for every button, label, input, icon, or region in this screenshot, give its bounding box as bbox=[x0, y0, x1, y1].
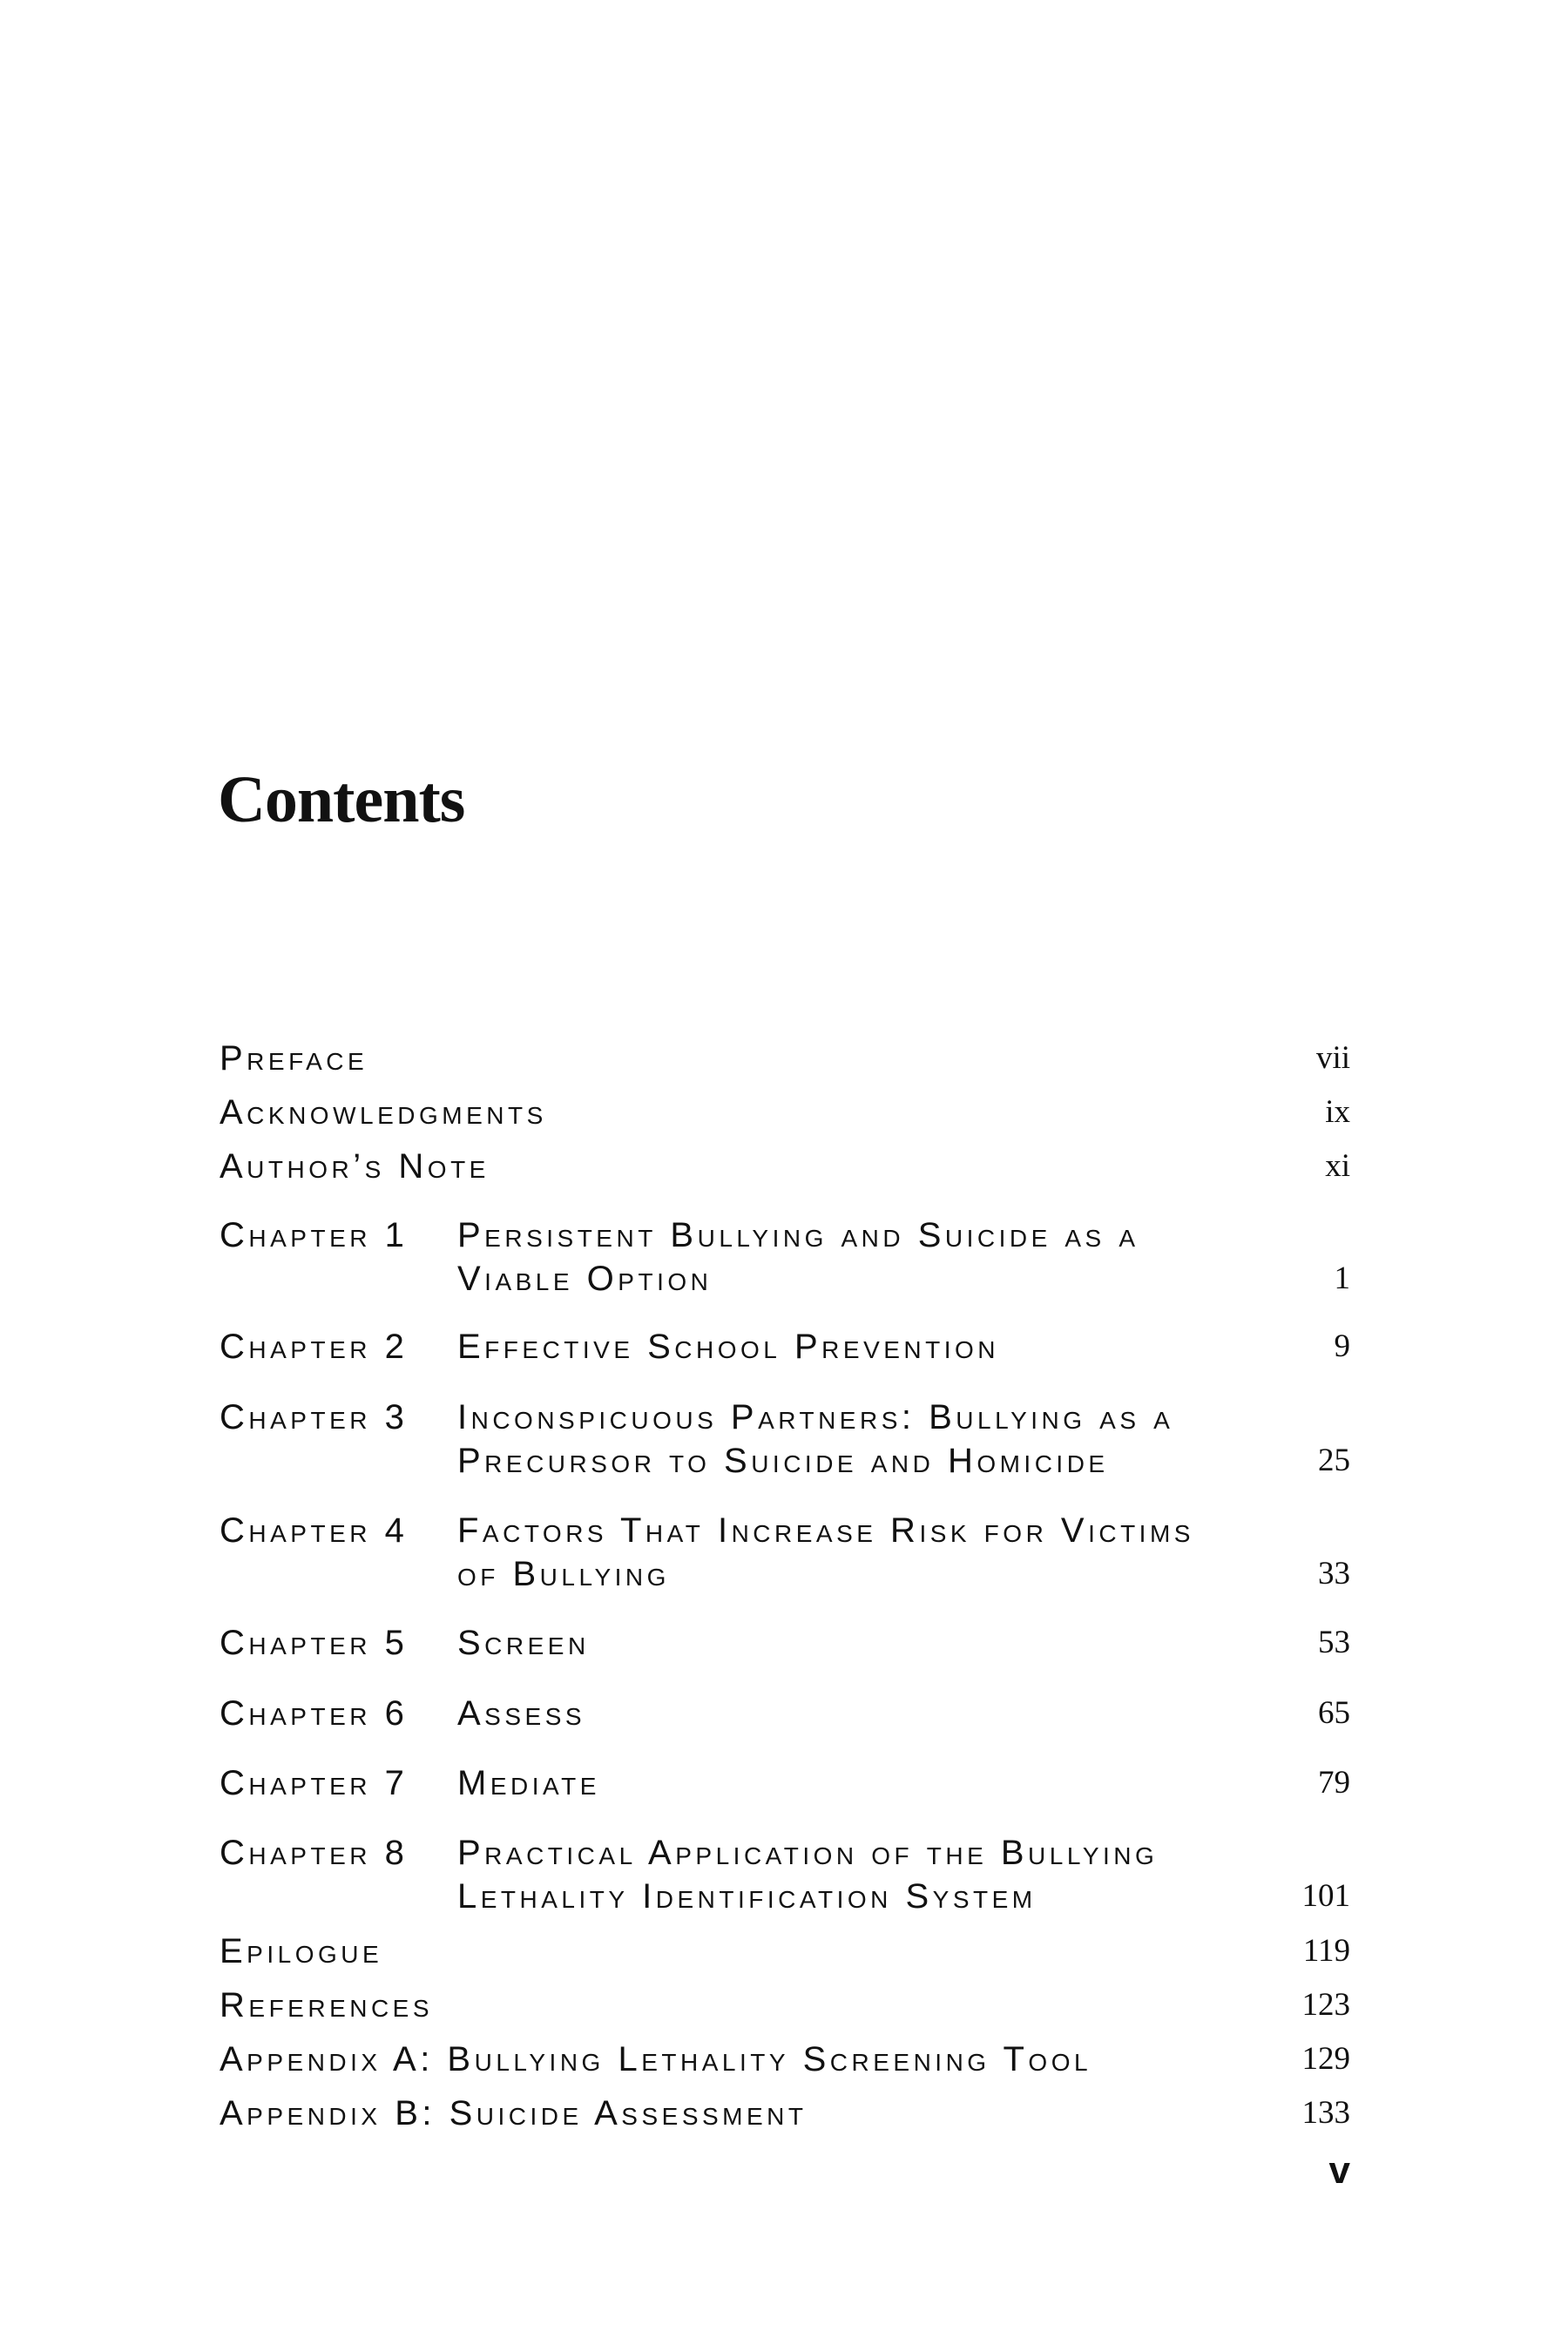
toc-entry-page: ix bbox=[1325, 1094, 1350, 1130]
chapter-number: Chapter 1 bbox=[220, 1216, 409, 1254]
toc-entry-page: 129 bbox=[1301, 2041, 1350, 2077]
toc-entry-page: 119 bbox=[1302, 1933, 1350, 1969]
toc-entry-label: Acknowledgments bbox=[220, 1093, 547, 1132]
toc-entry-page: 9 bbox=[1334, 1328, 1350, 1364]
chapter-title: Persistent Bullying and Suicide as a Viable Option bbox=[457, 1216, 1139, 1298]
toc-entry-page: 25 bbox=[1318, 1443, 1350, 1478]
toc-entry-page: 133 bbox=[1301, 2095, 1350, 2131]
toc-entry-page: 79 bbox=[1318, 1765, 1350, 1801]
chapter-number: Chapter 6 bbox=[220, 1694, 409, 1733]
toc-entry-page: 101 bbox=[1301, 1878, 1350, 1914]
toc-entry-page: 65 bbox=[1318, 1695, 1350, 1731]
chapter-number: Chapter 4 bbox=[220, 1511, 409, 1550]
chapter-title: Factors That Increase Risk for Victims of Bullying bbox=[457, 1511, 1194, 1593]
chapter-title: Inconspicuous Partners: Bullying as a Precursor to Suicide and Homicide bbox=[457, 1398, 1174, 1480]
chapter-title: Assess bbox=[457, 1694, 586, 1733]
toc-entry-page: vii bbox=[1315, 1040, 1350, 1076]
toc-entry-label: Epilogue bbox=[220, 1932, 383, 1970]
toc-entry-page: 53 bbox=[1318, 1625, 1350, 1660]
toc-entry-page: 1 bbox=[1334, 1260, 1350, 1296]
chapter-number: Chapter 2 bbox=[220, 1328, 409, 1366]
chapter-number: Chapter 5 bbox=[220, 1624, 409, 1662]
chapter-title: Mediate bbox=[457, 1764, 600, 1802]
chapter-title: Screen bbox=[457, 1624, 590, 1662]
toc-entry-page: 33 bbox=[1318, 1556, 1350, 1592]
toc-entry-page: 123 bbox=[1301, 1987, 1350, 2023]
toc-entry-label: Author’s Note bbox=[220, 1147, 490, 1186]
toc-entry-page: xi bbox=[1325, 1148, 1350, 1184]
toc-entry-label: Preface bbox=[220, 1039, 368, 1078]
toc-entry-label: References bbox=[220, 1986, 434, 2024]
toc-entry-label: Appendix A: Bullying Lethality Screening Tool bbox=[220, 2040, 1092, 2078]
chapter-number: Chapter 7 bbox=[220, 1764, 409, 1802]
page-folio: v bbox=[1328, 2149, 1350, 2192]
toc-entry-label: Appendix B: Suicide Assessment bbox=[220, 2094, 808, 2132]
chapter-number: Chapter 8 bbox=[220, 1834, 409, 1872]
chapter-title: Effective School Prevention bbox=[457, 1328, 1000, 1366]
chapter-title: Practical Application of the Bullying Lethality Identification System bbox=[457, 1834, 1159, 1916]
page-title: Contents bbox=[218, 763, 465, 836]
chapter-number: Chapter 3 bbox=[220, 1398, 409, 1436]
